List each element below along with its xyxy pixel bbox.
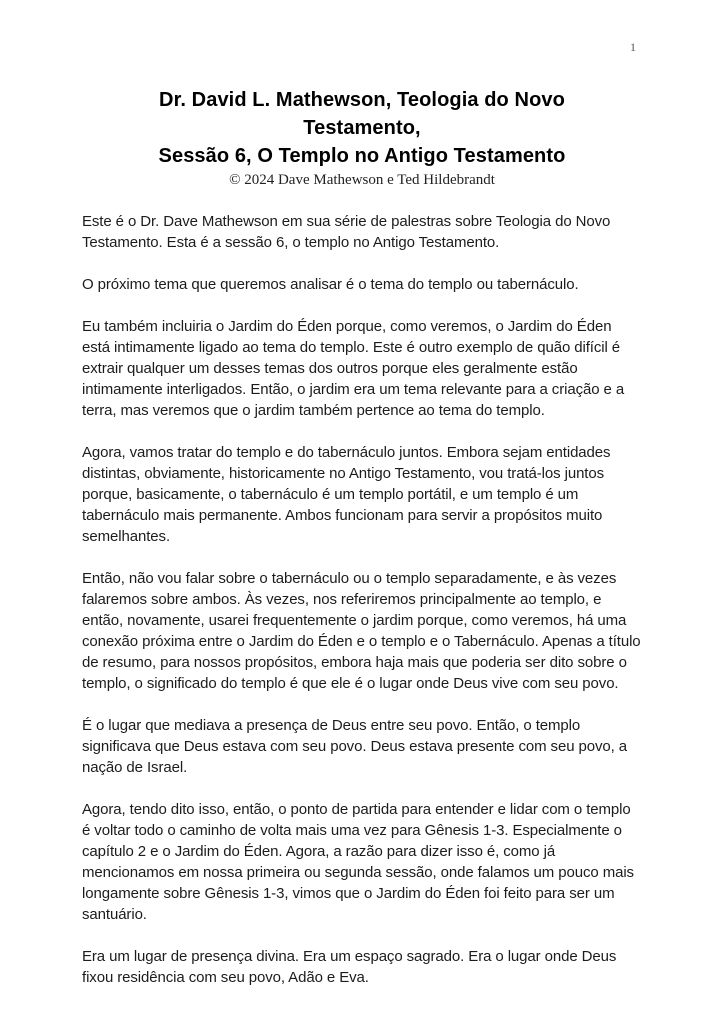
title-line-1: Dr. David L. Mathewson, Teologia do Novo Testamento, [159,89,565,139]
paragraph-8: Era um lugar de presença divina. Era um espaço sagrado. Era o lugar onde Deus fixou residência com seu povo, Adão e Eva. [82,948,617,986]
paragraph-2: O próximo tema que queremos analisar é o tema do templo ou tabernáculo. [82,276,579,293]
paragraph-5: Então, não vou falar sobre o tabernáculo ou o templo separadamente, e às vezes falaremos sobre ambos. Às vezes, nos referiremos principalmente ao templo, e então, novamente, usarei frequentemente o jardim porque, como veremos, há uma conexão próxima entre o Jardim do Éden e o templo e o Tabernáculo. Apenas a título de resumo, para nossos propósitos, embora haja mais que poderia ser dito sobre o templo, o significado do templo é que ele é o lugar onde Deus vive com seu povo. [82,570,641,692]
document-title [102,86,622,170]
paragraph-3: Eu também incluiria o Jardim do Éden porque, como veremos, o Jardim do Éden está intimamente ligado ao tema do templo. Este é outro exemplo de quão difícil é extrair qualquer um desses temas dos outros porque eles geralmente estão intimamente interligados. Então, o jardim era um tema relevante para a criação e a terra, mas veremos que o jardim também pertence ao tema do templo. [82,318,625,419]
title-line-2: Sessão 6, O Templo no Antigo Testamento [158,145,566,167]
page-number: 1 [630,40,636,54]
paragraph-4: Agora, vamos tratar do templo e do tabernáculo juntos. Embora sejam entidades distintas, obviamente, historicamente no Antigo Testamento, vou tratá-los juntos porque, basicamente, o tabernáculo é um templo portátil, e um templo é um tabernáculo mais permanente. Ambos funcionam para servir a propósitos muito semelhantes. [82,444,611,545]
paragraph-7: Agora, tendo dito isso, então, o ponto de partida para entender e lidar com o templo é voltar todo o caminho de volta mais uma vez para Gênesis 1-3. Especialmente o capítulo 2 e o Jardim do Éden. Agora, a razão para dizer isso é, como já mencionamos em nossa primeira ou segunda sessão, onde falamos um pouco mais longamente sobre Gênesis 1-3, vimos que o Jardim do Éden foi feito para ser um santuário. [82,801,634,923]
paragraph-1: Este é o Dr. Dave Mathewson em sua série de palestras sobre Teologia do Novo Testamento. Esta é a sessão 6, o templo no Antigo Testamento. [82,213,611,251]
paragraph-6: É o lugar que mediava a presença de Deus entre seu povo. Então, o templo significava que Deus estava com seu povo. Deus estava presente com seu povo, a nação de Israel. [82,717,628,776]
copyright-line: © 2024 Dave Mathewson e Ted Hildebrandt [229,172,495,188]
document-body [82,211,642,988]
